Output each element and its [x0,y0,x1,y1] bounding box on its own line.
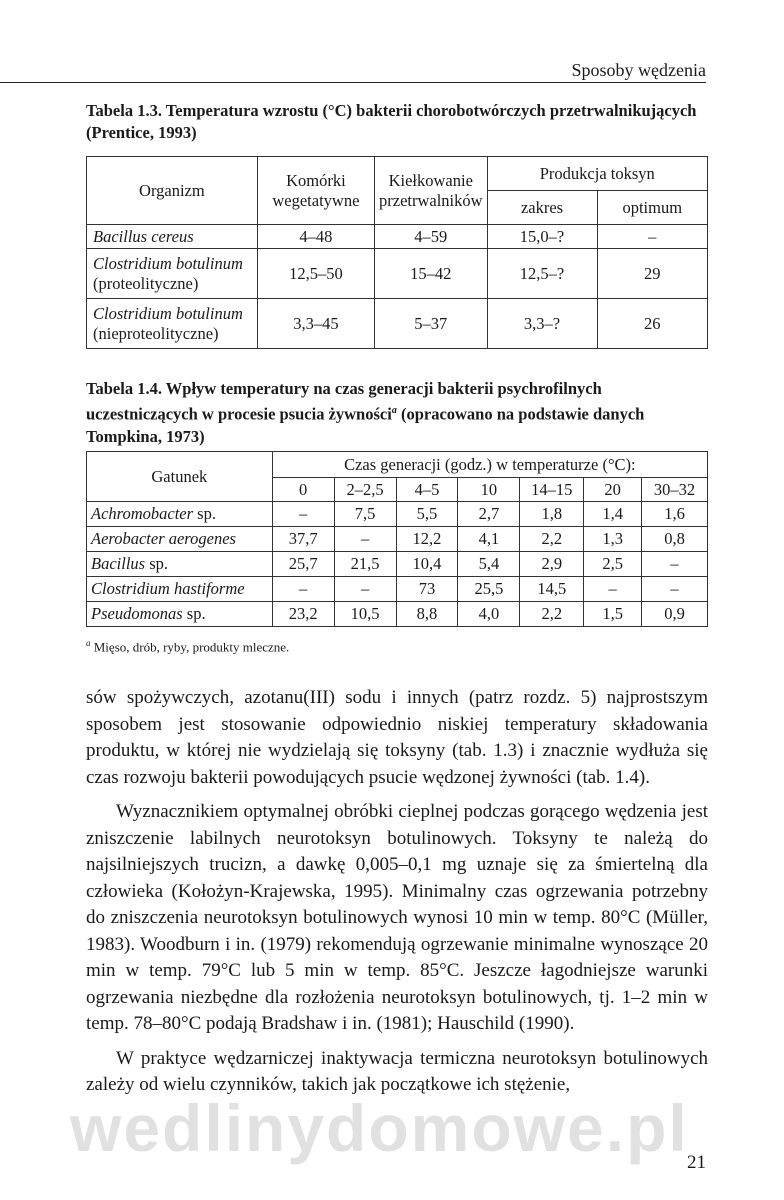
species-suffix: sp. [182,604,206,623]
table-cell: 12,5–50 [257,249,374,299]
table-cell: 5,5 [396,502,458,527]
table-cell: – [597,225,708,249]
organism-note: (proteolityczne) [93,273,199,293]
table-cell: 3,3–? [487,299,597,349]
table-cell: 4,0 [458,602,520,627]
table-1-4 [86,451,708,627]
table-cell: – [642,577,708,602]
table-cell: 0,9 [642,602,708,627]
header-generation-time: Czas generacji (godz.) w temperaturze (°C): [272,452,707,478]
table-cell: 3,3–45 [257,299,374,349]
header-temp: 14–15 [520,478,584,502]
header-optimum: optimum [597,191,708,225]
table-1-3 [86,156,708,349]
header-temp: 10 [458,478,520,502]
species-name: Bacillus [91,554,146,573]
table2-caption [86,378,708,448]
table-cell: 29 [597,249,708,299]
species-suffix: sp. [193,504,216,523]
species-suffix: sp. [145,554,168,573]
header-temp: 20 [584,478,642,502]
species-name: Pseudomonas [91,604,183,623]
table-cell: 25,7 [272,552,334,577]
table-cell: 23,2 [272,602,334,627]
table-cell: 0,8 [642,527,708,552]
header-organism: Organizm [87,157,258,225]
page-header [0,0,784,84]
table-cell: – [642,552,708,577]
table-cell: 1,8 [520,502,584,527]
table-cell: – [272,577,334,602]
organism-cell [87,299,258,349]
table-row [87,225,708,249]
table-row [87,602,708,627]
paragraph-2: Wyznacznikiem optymalnej obróbki cieplnej podczas gorącego wędzenia jest zniszczenie labilnych neurotoksyn botulinowych. Toksyny te należą do najsilniejszych trucizn, a dawkę 0,005–0,1 mg uznaje się za śmiertelną dla człowieka (Kołożyn-Krajewska, 1995). Minimalny czas ogrzewania potrzebny do zniszczenia neurotoksyn botulinowych wynosi 10 min w temp. 80°C (Müller, 1983). Woodburn i in. (1979) rekomendują ogrzewanie minimalne wynoszące 20 min w temp. 79°C lub 5 min w temp. 85°C. Jeszcze łagodniejsze warunki ogrzewania niezbędne dla rozłożenia neurotoksyn botulinowych, tj. 1–2 min w temp. 78–80°C podają Bradshaw i in. (1981); Hauschild (1990). [86,801,708,1034]
table-cell: 15–42 [375,249,488,299]
species-cell [87,502,273,527]
table-row [87,527,708,552]
table-cell: 5,4 [458,552,520,577]
header-temp: 2–2,5 [334,478,396,502]
organism-cell [87,225,258,249]
table-cell: 4,1 [458,527,520,552]
page-number: 21 [687,1152,706,1173]
table-cell: 37,7 [272,527,334,552]
watermark: wedlinydomowe.pl [70,1091,689,1165]
species-name: Clostridium hastiforme [91,579,245,598]
table-cell: 4–48 [257,225,374,249]
table-cell: 14,5 [520,577,584,602]
table-cell: 1,4 [584,502,642,527]
header-rule [0,82,706,83]
table-cell: 10,5 [334,602,396,627]
header-temp: 0 [272,478,334,502]
species-cell [87,527,273,552]
table-row [87,552,708,577]
table2-footnote [86,638,289,655]
table-cell: 12,5–? [487,249,597,299]
table1-caption: Tabela 1.3. Temperatura wzrostu (°C) bakterii chorobotwórczych przetrwalnikujących (Prentice, 1993) [86,101,697,142]
table-cell: 10,4 [396,552,458,577]
table-cell: 1,6 [642,502,708,527]
header-toxin: Produkcja toksyn [487,157,707,191]
species-cell [87,552,273,577]
header-range: zakres [487,191,597,225]
table-cell: 2,7 [458,502,520,527]
footnote-text: Mięso, drób, ryby, produkty mleczne. [93,639,290,655]
body-text [86,685,708,1107]
organism-name: Clostridium botulinum [93,303,243,323]
table-cell: 12,2 [396,527,458,552]
table-cell: 1,3 [584,527,642,552]
table-cell: 2,5 [584,552,642,577]
organism-note: (nieproteolityczne) [93,323,219,343]
table-cell: 4–59 [375,225,488,249]
table-cell: 25,5 [458,577,520,602]
table-cell: 26 [597,299,708,349]
table-cell: 21,5 [334,552,396,577]
table-cell: – [584,577,642,602]
table2-caption-main: Tabela 1.4. Wpływ temperatury na czas generacji bakterii psychrofilnych uczestniczących w procesie psucia żywności [86,379,602,424]
table-row [87,502,708,527]
running-header-title: Sposoby wędzenia [571,60,706,80]
species-name: Achromobacter [91,504,194,523]
header-temp: 30–32 [642,478,708,502]
organism-name: Bacillus cereus [93,226,194,246]
table-row [87,249,708,299]
paragraph-3: W praktyce wędzarniczej inaktywacja termiczna neurotoksyn botulinowych zależy od wielu czynników, takich jak początkowe ich stężenie, [86,1047,708,1095]
footnote-marker: a [391,405,397,416]
table2-caption-rest: (opracowano na podstawie danych Tompkina, 1973) [86,404,645,446]
table-cell: 7,5 [334,502,396,527]
table-cell: 2,2 [520,527,584,552]
table-cell: 2,2 [520,602,584,627]
table-cell: 2,9 [520,552,584,577]
table-row [87,299,708,349]
table-cell: 73 [396,577,458,602]
organism-cell [87,249,258,299]
footnote-marker: a [86,638,91,648]
table-cell: – [334,577,396,602]
header-temp: 4–5 [396,478,458,502]
table-cell: – [334,527,396,552]
table-cell: 5–37 [375,299,488,349]
header-germination: Kiełkowanie przetrwalników [375,157,488,225]
paragraph-1: sów spożywczych, azotanu(III) sodu i innych (patrz rozdz. 5) najprostszym sposobem jest stosowanie odpowiednio niskiej temperatury składowania produktu, w której nie wydzielają się toksyny (tab. 1.3) i znacznie wydłuża się czas rozwoju bakterii powodujących psucie wędzonej żywności (tab. 1.4). [86,687,708,788]
species-cell [87,577,273,602]
species-name: Aerobacter aerogenes [91,529,236,548]
species-cell [87,602,273,627]
table-cell: 8,8 [396,602,458,627]
organism-name: Clostridium botulinum [93,253,243,273]
table-row [87,577,708,602]
table-cell: 1,5 [584,602,642,627]
table-cell: 15,0–? [487,225,597,249]
header-species: Gatunek [87,452,273,502]
table-cell: – [272,502,334,527]
header-vegetative: Komórki wegetatywne [257,157,374,225]
